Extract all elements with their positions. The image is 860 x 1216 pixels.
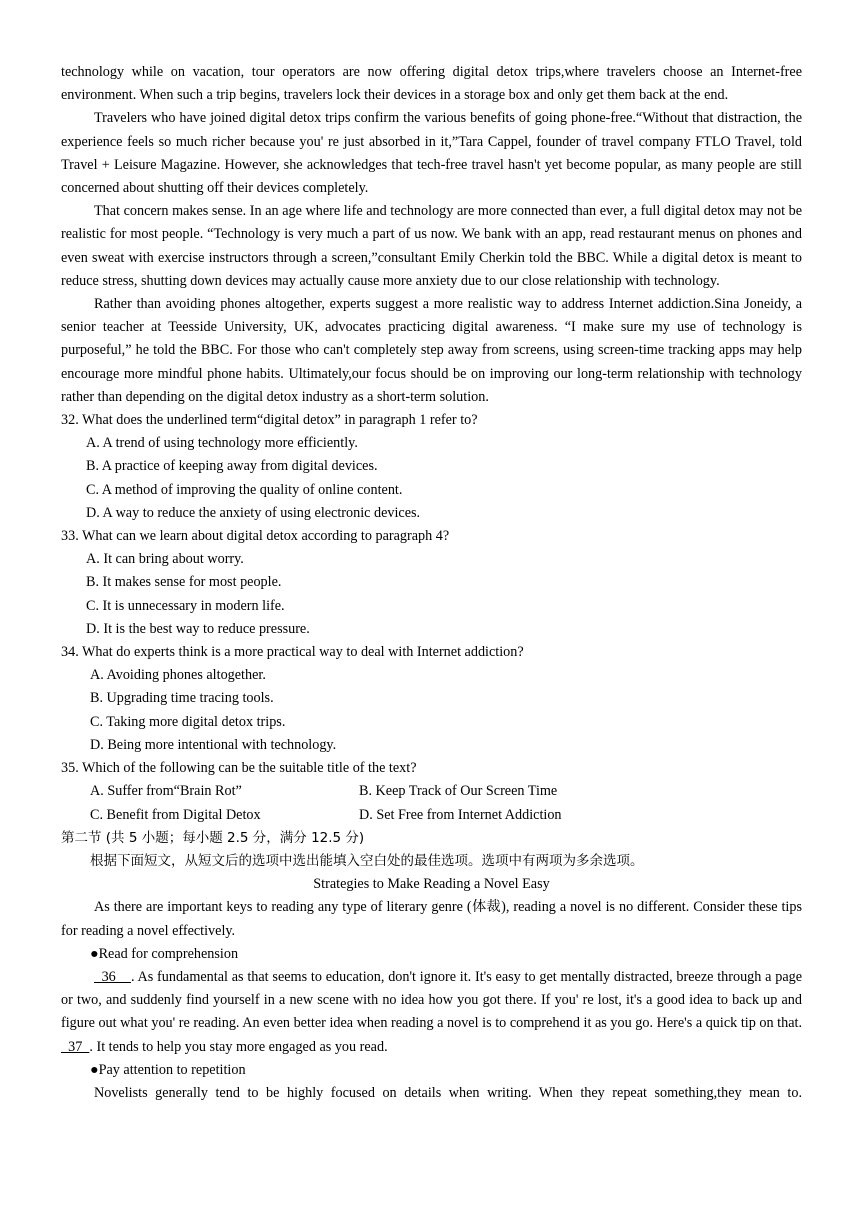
question-stem: 32. What does the underlined term“digital detox” in paragraph 1 refer to? bbox=[61, 412, 478, 429]
question-stem: 35. Which of the following can be the suitable title of the text? bbox=[61, 760, 417, 777]
section-heading: 第二节 (共 5 小题；每小题 2.5 分，满分 12.5 分) bbox=[61, 829, 365, 846]
option-c: C. Benefit from Digital Detox bbox=[90, 806, 261, 823]
section-instruction: 根据下面短文，从短文后的选项中选出能填入空白处的最佳选项。选项中有两项为多余选项。 bbox=[90, 852, 644, 869]
option-c: C. It is unnecessary in modern life. bbox=[86, 597, 285, 614]
intro-paragraph: As there are important keys to reading any type of literary genre (体裁), reading a novel is no different. Consider these tips for reading a novel effectively. bbox=[61, 899, 802, 939]
options-row-ab bbox=[61, 780, 802, 803]
option-d: D. Being more intentional with technology. bbox=[90, 736, 337, 753]
option-c: C. Taking more digital detox trips. bbox=[90, 713, 286, 730]
option-b: B. Keep Track of Our Screen Time bbox=[359, 783, 558, 800]
option-a: A. A trend of using technology more efficiently. bbox=[86, 435, 358, 452]
option-d: D. A way to reduce the anxiety of using electronic devices. bbox=[86, 504, 421, 521]
option-d: D. Set Free from Internet Addiction bbox=[359, 806, 562, 823]
tip-heading-repetition: ●Pay attention to repetition bbox=[90, 1061, 246, 1078]
option-a: A. Avoiding phones altogether. bbox=[90, 667, 266, 684]
option-a: A. Suffer from“Brain Rot” bbox=[90, 783, 242, 800]
option-b: B. A practice of keeping away from digital devices. bbox=[86, 458, 378, 475]
tip-paragraph-comprehension bbox=[61, 966, 802, 1059]
exam-page bbox=[61, 61, 802, 1105]
option-b: B. Upgrading time tracing tools. bbox=[90, 690, 274, 707]
option-b: B. It makes sense for most people. bbox=[86, 574, 282, 591]
option-d: D. It is the best way to reduce pressure. bbox=[86, 620, 310, 637]
passage-paragraph-0: technology while on vacation, tour operators are now offering digital detox trips,where travelers choose an Internet-free environment. When such a trip begins, travelers lock their devices in a storage box and only get them back at the end. bbox=[61, 64, 802, 104]
question-35 bbox=[61, 757, 802, 827]
passage-title: Strategies to Make Reading a Novel Easy bbox=[313, 876, 550, 893]
option-c: C. A method of improving the quality of online content. bbox=[86, 481, 403, 498]
passage-paragraph-2: That concern makes sense. In an age where life and technology are more connected than ever, a full digital detox may not be realistic for most people. “Technology is very much a part of us now. We bank with an app, read restaurant menus on phones and even sweat with exercise instructors through a screen,”consultant Emily Cherkin told the BBC. While a digital detox is meant to reduce stress, shutting down devices may actually cause more anxiety due to our close relationship with technology. bbox=[61, 203, 802, 289]
question-34 bbox=[61, 641, 802, 757]
question-stem: 33. What can we learn about digital detox according to paragraph 4? bbox=[61, 528, 450, 545]
option-a: A. It can bring about worry. bbox=[86, 551, 244, 568]
paragraph-text-end: . It tends to help you stay more engaged as you read. bbox=[89, 1038, 388, 1055]
question-32 bbox=[61, 409, 802, 525]
passage-paragraph-1: Travelers who have joined digital detox trips confirm the various benefits of going phone-free.“Without that distraction, the experience feels so much richer because you' re just absorbed in it,”Tara Cappel, founder of travel company FTLO Travel, told Travel + Leisure Magazine. However, she acknowledges that tech-free travel hasn't yet become popular, as many people are still concerned about shutting off their devices completely. bbox=[61, 110, 802, 197]
options-row-cd bbox=[61, 804, 802, 827]
blank-37: 37 bbox=[61, 1038, 90, 1055]
question-stem: 34. What do experts think is a more practical way to deal with Internet addiction? bbox=[61, 644, 524, 661]
passage-paragraph-3: Rather than avoiding phones altogether, experts suggest a more realistic way to address Internet addiction.Sina Joneidy, a senior teacher at Teesside University, UK, advocates practicing digital awareness. “I make sure my use of technology is purposeful,” he told the BBC. For those who can't completely step away from screens, using screen-time tracking apps may help encourage more mindful phone habits. Ultimately,our focus should be on improving our long-term relationship with technology rather than depending on the digital detox industry as a short-term solution. bbox=[61, 296, 802, 405]
tip-paragraph-repetition: Novelists generally tend to be highly focused on details when writing. When they repeat something,they mean to. bbox=[94, 1084, 802, 1101]
blank-36: 36 bbox=[94, 968, 131, 985]
paragraph-text: . As fundamental as that seems to education, don't ignore it. It's easy to get mentally distracted, breeze through a page or two, and suddenly find yourself in a new scene with no idea how you got there. If you' re lost, it's a good idea to back up and figure out what you' re reading. An even better idea when reading a novel is to comprehend it as you go. Here's a quick tip on that. bbox=[61, 968, 803, 1032]
tip-heading-comprehension: ●Read for comprehension bbox=[90, 945, 239, 962]
question-33 bbox=[61, 525, 802, 641]
